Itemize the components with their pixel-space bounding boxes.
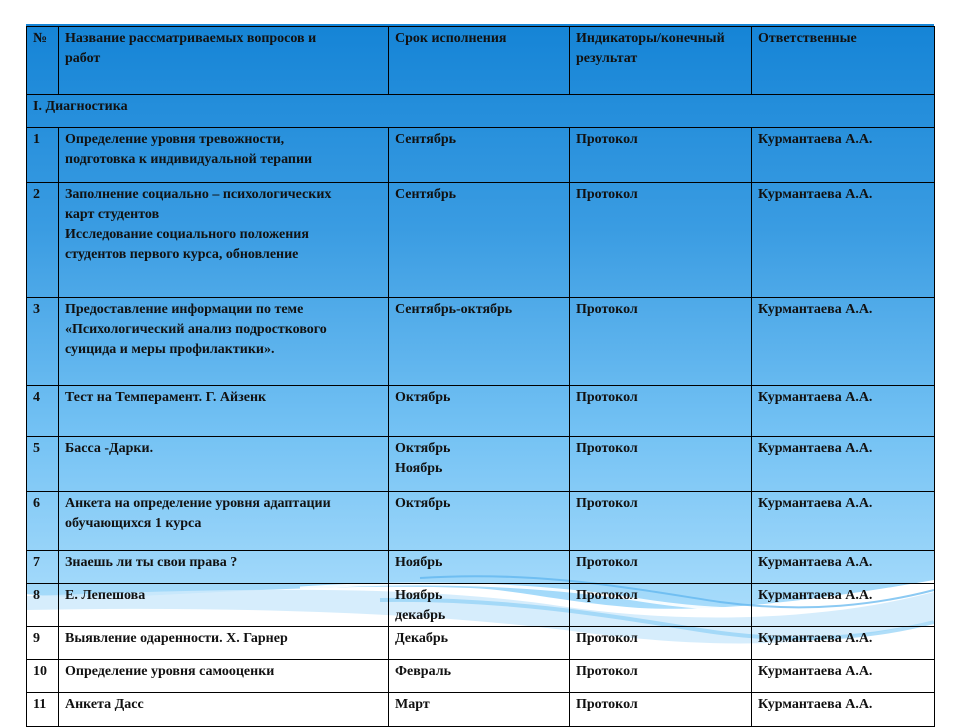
cell-num: 6 <box>27 492 59 551</box>
table-row <box>27 551 935 584</box>
header-responsible: Ответственные <box>752 27 935 95</box>
plan-table <box>26 26 935 727</box>
cell-responsible: Курмантаева А.А. <box>752 492 935 551</box>
cell-result: Протокол <box>570 298 752 386</box>
cell-term: Октябрь Ноябрь <box>389 437 570 492</box>
cell-result: Протокол <box>570 660 752 693</box>
cell-responsible: Курмантаева А.А. <box>752 627 935 660</box>
cell-result: Протокол <box>570 128 752 183</box>
cell-num: 11 <box>27 693 59 727</box>
cell-responsible: Курмантаева А.А. <box>752 551 935 584</box>
table-row <box>27 627 935 660</box>
cell-term: Ноябрь <box>389 551 570 584</box>
cell-result: Протокол <box>570 584 752 627</box>
cell-num: 2 <box>27 183 59 298</box>
cell-responsible: Курмантаева А.А. <box>752 437 935 492</box>
cell-responsible: Курмантаева А.А. <box>752 183 935 298</box>
cell-result: Протокол <box>570 386 752 437</box>
cell-name: Определение уровня самооценки <box>59 660 389 693</box>
cell-result: Протокол <box>570 551 752 584</box>
cell-term: Сентябрь-октябрь <box>389 298 570 386</box>
table-row <box>27 584 935 627</box>
cell-num: 7 <box>27 551 59 584</box>
cell-responsible: Курмантаева А.А. <box>752 386 935 437</box>
cell-term: Октябрь <box>389 492 570 551</box>
cell-responsible: Курмантаева А.А. <box>752 298 935 386</box>
cell-result: Протокол <box>570 492 752 551</box>
cell-responsible: Курмантаева А.А. <box>752 660 935 693</box>
header-num: № <box>27 27 59 95</box>
cell-term: Март <box>389 693 570 727</box>
cell-result: Протокол <box>570 183 752 298</box>
header-result: Индикаторы/конечный результат <box>570 27 752 95</box>
cell-term: Октябрь <box>389 386 570 437</box>
cell-term: Сентябрь <box>389 128 570 183</box>
table-row <box>27 693 935 727</box>
cell-result: Протокол <box>570 693 752 727</box>
table-row <box>27 386 935 437</box>
cell-term: Ноябрь декабрь <box>389 584 570 627</box>
cell-name: Заполнение социально – психологических карт студентов Исследование социального положения студентов первого курса, обновление <box>59 183 389 298</box>
cell-responsible: Курмантаева А.А. <box>752 693 935 727</box>
table-row <box>27 128 935 183</box>
cell-name: Басса -Дарки. <box>59 437 389 492</box>
section-title: I. Диагностика <box>27 95 935 128</box>
cell-name: Анкета Дасс <box>59 693 389 727</box>
cell-name: Знаешь ли ты свои права ? <box>59 551 389 584</box>
cell-num: 1 <box>27 128 59 183</box>
cell-num: 10 <box>27 660 59 693</box>
header-term: Срок исполнения <box>389 27 570 95</box>
header-row <box>27 27 935 95</box>
cell-result: Протокол <box>570 437 752 492</box>
cell-name: Выявление одаренности. Х. Гарнер <box>59 627 389 660</box>
cell-num: 3 <box>27 298 59 386</box>
table-row <box>27 298 935 386</box>
table-row <box>27 183 935 298</box>
cell-name: Е. Лепешова <box>59 584 389 627</box>
cell-name: Тест на Темперамент. Г. Айзенк <box>59 386 389 437</box>
cell-name: Анкета на определение уровня адаптации обучающихся 1 курса <box>59 492 389 551</box>
cell-responsible: Курмантаева А.А. <box>752 584 935 627</box>
cell-term: Февраль <box>389 660 570 693</box>
cell-num: 5 <box>27 437 59 492</box>
cell-result: Протокол <box>570 627 752 660</box>
table-row <box>27 660 935 693</box>
cell-responsible: Курмантаева А.А. <box>752 128 935 183</box>
header-name: Название рассматриваемых вопросов и работ <box>59 27 389 95</box>
cell-num: 4 <box>27 386 59 437</box>
cell-term: Декабрь <box>389 627 570 660</box>
cell-name: Определение уровня тревожности, подготовка к индивидуальной терапии <box>59 128 389 183</box>
table-row <box>27 492 935 551</box>
cell-num: 9 <box>27 627 59 660</box>
cell-num: 8 <box>27 584 59 627</box>
section-row <box>27 95 935 128</box>
table-row <box>27 437 935 492</box>
cell-name: Предоставление информации по теме «Психологический анализ подросткового суицида и меры профилактики». <box>59 298 389 386</box>
cell-term: Сентябрь <box>389 183 570 298</box>
